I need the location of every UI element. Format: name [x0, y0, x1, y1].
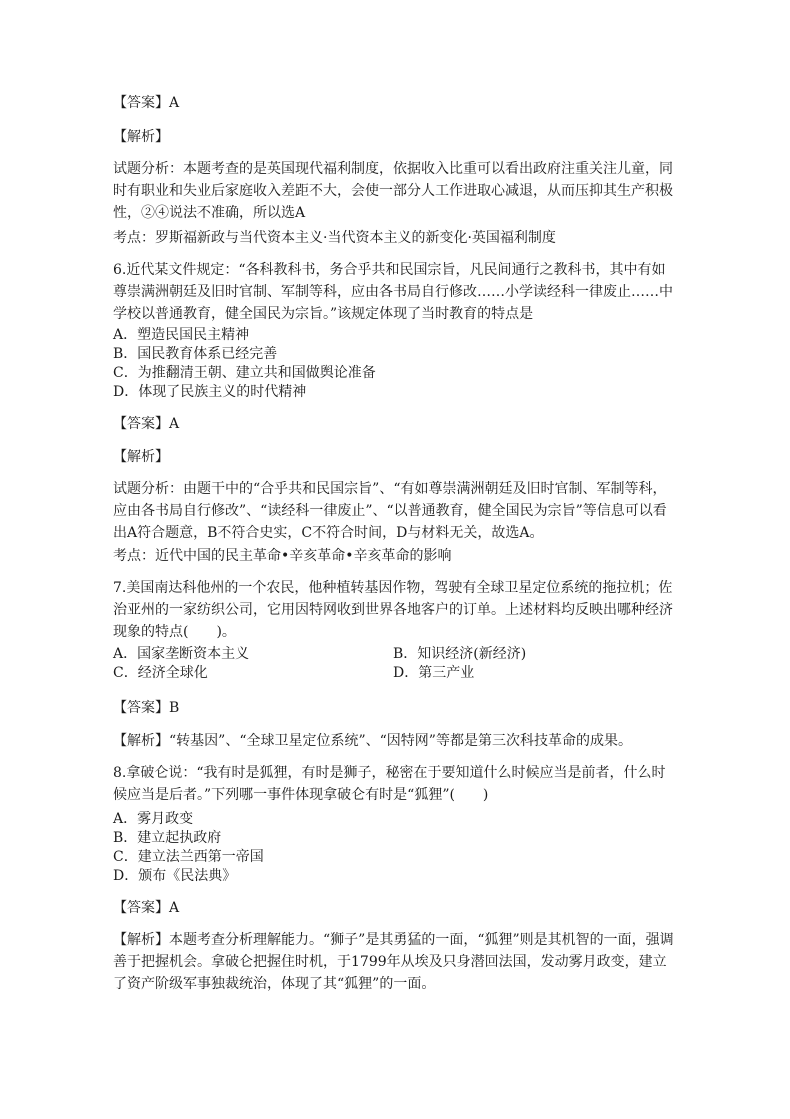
option-d: D．体现了民族主义的时代精神	[113, 384, 307, 400]
question-6-options	[113, 326, 678, 402]
answer-label: 【答案】A	[113, 95, 180, 111]
analysis-heading: 【解析】	[113, 129, 169, 145]
option-a: A．塑造民国民主精神	[113, 327, 250, 343]
question-7-stem: 7.美国南达科他州的一个农民，他种植转基因作物，驾驶有全球卫星定位系统的拖拉机；佐治亚州的一家纺织公司，它用因特网收到世界各地客户的订单。上述材料均反映出哪种经济现象的特点( )。	[113, 580, 673, 640]
option-d: D．颁布《民法典》	[113, 868, 237, 884]
option-b: B．知识经济(新经济)	[393, 646, 527, 662]
question-6-stem: 6.近代某文件规定：“各科教科书，务合乎共和民国宗旨，凡民间通行之教科书，其中有如尊崇满洲朝廷及旧时官制、军制等科，应由各书局自行修改……小学读经科一律废止……中学校以普通教育，健全国民为宗旨。”该规定体现了当时教育的特点是	[113, 262, 673, 322]
option-a: A．国家垄断资本主义	[113, 646, 250, 662]
option-b: B．建立起执政府	[113, 830, 222, 846]
analysis-heading: 【解析】	[113, 449, 169, 465]
question-8-options	[113, 810, 678, 886]
answer-label: 【答案】A	[113, 416, 180, 432]
analysis-text: 【解析】“转基因”、“全球卫星定位系统”、“因特网”等都是第三次科技革命的成果。	[113, 733, 632, 749]
knowledge-point: 考点：罗斯福新政与当代资本主义·当代资本主义的新变化·英国福利制度	[113, 230, 556, 246]
option-a: A．雾月政变	[113, 811, 194, 827]
analysis-text: 试题分析：由题干中的“合乎共和民国宗旨”、“有如尊崇满洲朝廷及旧时官制、军制等科，应由各书局自行修改”、“读经科一律废止”、“以普通教育，健全国民为宗旨”等信息可以看出A符合题意，B不符合史实，C不符合时间，D与材料无关，故选A。	[113, 481, 667, 541]
analysis-text: 试题分析：本题考查的是英国现代福利制度，依据收入比重可以看出政府注重关注儿童，同时有职业和失业后家庭收入差距不大，会使一部分人工作进取心减退，从而压抑其生产积极性，②④说法不准确，所以选A	[113, 161, 673, 221]
option-c: C．经济全球化	[113, 665, 208, 681]
answer-label: 【答案】B	[113, 700, 180, 716]
question-8-stem: 8.拿破仑说：“我有时是狐狸，有时是狮子，秘密在于要知道什么时候应当是前者，什么时候应当是后者。”下列哪一事件体现拿破仑有时是“狐狸”( )	[113, 765, 666, 803]
analysis-text: 【解析】本题考查分析理解能力。“狮子”是其勇猛的一面，“狐狸”则是其机智的一面，强调善于把握机会。拿破仑把握住时机，于1799年从埃及只身潜回法国，发动雾月政变，建立了资产阶级军事独裁统治，体现了其“狐狸”的一面。	[113, 932, 674, 992]
option-b: B．国民教育体系已经完善	[113, 346, 278, 362]
knowledge-point: 考点：近代中国的民主革命•辛亥革命•辛亥革命的影响	[113, 548, 452, 564]
question-7-options	[113, 645, 678, 683]
option-c: C．为推翻清王朝、建立共和国做舆论准备	[113, 365, 376, 381]
option-d: D．第三产业	[393, 665, 475, 681]
option-c: C．建立法兰西第一帝国	[113, 849, 264, 865]
answer-label: 【答案】A	[113, 900, 180, 916]
